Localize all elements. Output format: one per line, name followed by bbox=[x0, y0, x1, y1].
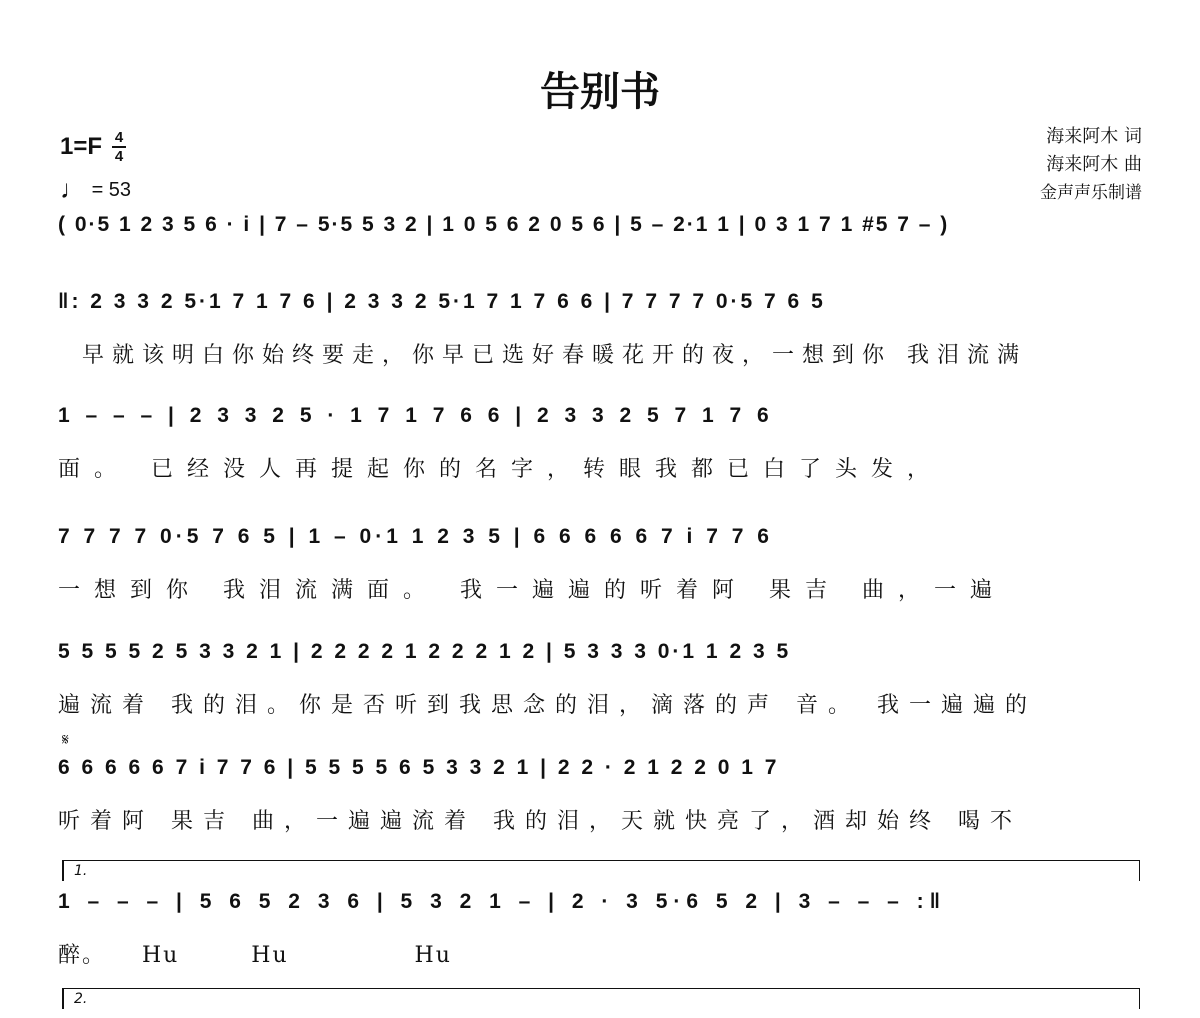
time-top: 4 bbox=[114, 129, 124, 146]
system-6 bbox=[58, 756, 1143, 840]
composer-credit: 海来阿木 曲 bbox=[1046, 154, 1142, 175]
system-5 bbox=[58, 640, 1143, 724]
system-2 bbox=[58, 290, 1143, 374]
volta-label: 2. bbox=[74, 991, 88, 1007]
lyricist-credit: 海来阿木 词 bbox=[1046, 126, 1142, 147]
lyrics-line: 醉。 Hu Hu Hu bbox=[58, 943, 452, 968]
system-3 bbox=[58, 404, 1143, 488]
volta-right-edge bbox=[1139, 989, 1141, 1009]
key-label: 1=F bbox=[60, 133, 103, 160]
key-tempo-block bbox=[60, 130, 131, 205]
volta-left-edge bbox=[62, 861, 64, 881]
maker-credit: 金声声乐制谱 bbox=[1040, 183, 1142, 203]
melody-line: 5 5 5 5 2 5 3 3 2 1 | 2 2 2 2 1 2 2 2 1 2 | 5 3 3 3 0·1 1 2 3 5 bbox=[58, 640, 792, 663]
melody-line: 1 – – – | 2 3 3 2 5 · 1 7 1 7 6 6 | 2 3 3 2 5 7 1 7 6 bbox=[58, 404, 774, 427]
credits-block bbox=[1040, 123, 1142, 207]
lyrics-line: 早就该明白你始终要走，你早已选好春暖花开的夜，一想到你 我泪流满 bbox=[82, 343, 1027, 368]
lyrics-line: 一想到你 我泪流满面。 我一遍遍的听着阿 果吉 曲，一遍 bbox=[58, 578, 1006, 603]
first-ending-bracket bbox=[62, 860, 1140, 879]
song-title: 告别书 bbox=[540, 68, 660, 115]
lyrics-line: 面。 已经没人再提起你的名字，转眼我都已白了头发， bbox=[58, 457, 943, 482]
system-7 bbox=[58, 890, 1143, 974]
lyrics-line: 遍流着 我的泪。你是否听到我思念的泪，滴落的声 音。 我一遍遍的 bbox=[58, 693, 1037, 718]
lyrics-line: 听着阿 果吉 曲，一遍遍流着 我的泪，天就快亮了，酒却始终 喝不 bbox=[58, 809, 1022, 834]
system-1 bbox=[58, 213, 1143, 253]
key-signature bbox=[60, 130, 131, 164]
time-signature bbox=[112, 130, 126, 164]
melody-line: ( 0·5 1 2 3 5 6 · i | 7 – 5·5 5 3 2 | 1 0 5 6 2 0 5 6 | 5 – 2·1 1 | 0 3 1 7 1 #5 7 – ) bbox=[58, 213, 950, 236]
segno-sign: 𝄋 bbox=[62, 730, 69, 749]
tempo-value: = 53 bbox=[91, 179, 132, 201]
melody-line: 6 6 6 6 6 7 i 7 7 6 | 5 5 5 5 6 5 3 3 2 1 | 2 2 · 2 1 2 2 0 1 7 bbox=[58, 756, 780, 779]
quarter-note-icon: ♩ bbox=[60, 174, 86, 204]
melody-line: 7 7 7 7 0·5 7 6 5 | 1 – 0·1 1 2 3 5 | 6 6 6 6 6 7 i 7 7 6 bbox=[58, 525, 773, 548]
melody-line: ‖: 2 3 3 2 5·1 7 1 7 6 | 2 3 3 2 5·1 7 1 7 6 6 | 7 7 7 7 0·5 7 6 5 bbox=[58, 290, 826, 313]
volta-right-edge bbox=[1139, 861, 1141, 881]
melody-line: 1 – – – | 5 6 5 2 3 6 | 5 3 2 1 – | 2 · 3 5·6 5 2 | 3 – – – :‖ bbox=[58, 890, 947, 913]
second-ending-bracket bbox=[62, 988, 1140, 1007]
tempo-marking bbox=[60, 174, 131, 205]
time-bottom: 4 bbox=[114, 148, 124, 165]
system-4 bbox=[58, 525, 1143, 609]
volta-left-edge bbox=[62, 989, 64, 1009]
volta-label: 1. bbox=[74, 863, 88, 879]
